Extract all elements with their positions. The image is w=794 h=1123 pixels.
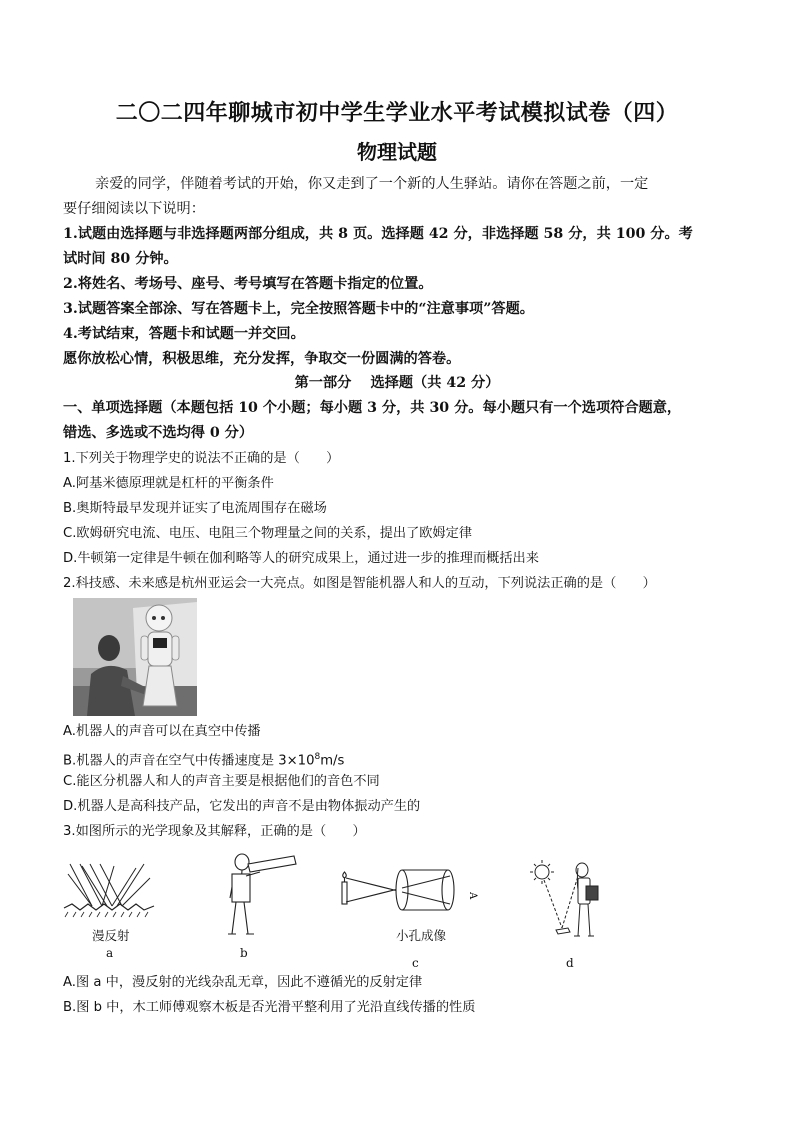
note-4: 4.考试结束，答题卡和试题一并交回。 <box>63 326 305 342</box>
section-one-heading: 一、单项选择题（本题包括 10 个小题；每小题 3 分，共 30 分。每小题只有一个选项符合题意， <box>63 400 682 416</box>
question-3-option-a: A.图 a 中，漫反射的光线杂乱无章，因此不遵循光的反射定律 <box>63 975 423 990</box>
note-2: 2.将姓名、考场号、座号、考号填写在答题卡指定的位置。 <box>63 276 433 292</box>
exam-subtitle: 物理试题 <box>357 140 437 164</box>
svg-text:A: A <box>467 892 478 900</box>
question-2-option-b <box>63 747 735 771</box>
question-1-option-c: C.欧姆研究电流、电压、电阻三个物理量之间的关系，提出了欧姆定律 <box>63 526 473 541</box>
question-1-stem: 1.下列关于物理学史的说法不正确的是（ ） <box>63 451 340 466</box>
figure-c-label: c <box>412 956 419 970</box>
robot-interaction-photo <box>73 598 197 716</box>
question-2-option-b-text: B.机器人的声音在空气中传播速度是 3×10 <box>63 753 315 769</box>
question-2-option-c: C.能区分机器人和人的声音主要是根据他们的音色不同 <box>63 774 380 789</box>
question-1-option-a: A.阿基米德原理就是杠杆的平衡条件 <box>63 476 274 491</box>
question-3-stem: 3.如图所示的光学现象及其解释，正确的是（ ） <box>63 824 366 839</box>
part-one-title: 第一部分 选择题（共 42 分） <box>294 375 500 391</box>
figure-c-caption: 小孔成像 <box>396 928 447 943</box>
figure-a-label: a <box>106 946 114 960</box>
note-1: 1.试题由选择题与非选择题两部分组成，共 8 页。选择题 42 分，非选择题 58 分，共 100 分。考 <box>63 226 693 242</box>
figure-d-label: d <box>566 956 574 970</box>
question-1-option-b: B.奥斯特最早发现并证实了电流周围存在磁场 <box>63 501 327 516</box>
note-1-cont: 试时间 80 分钟。 <box>63 251 178 267</box>
section-one-heading-cont: 错选、多选或不选均得 0 分） <box>63 425 254 441</box>
intro-line-2: 要仔细阅读以下说明： <box>63 201 205 217</box>
question-2-stem: 2.科技感、未来感是杭州亚运会一大亮点。如图是智能机器人和人的互动，下列说法正确的是（ ） <box>63 576 656 591</box>
figure-b-carpenter <box>216 852 300 940</box>
question-1-option-d: D.牛顿第一定律是牛顿在伽利略等人的研究成果上，通过进一步的推理而概括出来 <box>63 551 539 566</box>
closing-wish: 愿你放松心情，积极思维，充分发挥，争取交一份圆满的答卷。 <box>63 351 461 367</box>
intro-line-1: 亲爱的同学，伴随着考试的开始，你又走到了一个新的人生驿站。请你在答题之前，一定 <box>95 176 649 192</box>
figure-a-diffuse-reflection <box>62 860 157 920</box>
speed-exponent: 8 <box>314 752 321 762</box>
question-2-option-a: A.机器人的声音可以在真空中传播 <box>63 724 261 739</box>
figure-b-label: b <box>240 946 248 960</box>
question-3-option-b: B.图 b 中，木工师傅观察木板是否光滑平整利用了光沿直线传播的性质 <box>63 1000 476 1015</box>
figure-a-caption: 漫反射 <box>92 928 130 943</box>
figure-c-pinhole <box>338 864 490 916</box>
note-3: 3.试题答案全部涂、写在答题卡上，完全按照答题卡中的“注意事项”答题。 <box>63 301 534 317</box>
speed-unit: m/s <box>320 753 345 769</box>
exam-main-title: 二〇二四年聊城市初中学生学业水平考试模拟试卷（四） <box>115 100 679 126</box>
figure-d-mirror-girl <box>528 858 608 944</box>
question-2-option-d: D.机器人是高科技产品，它发出的声音不是由物体振动产生的 <box>63 799 421 814</box>
